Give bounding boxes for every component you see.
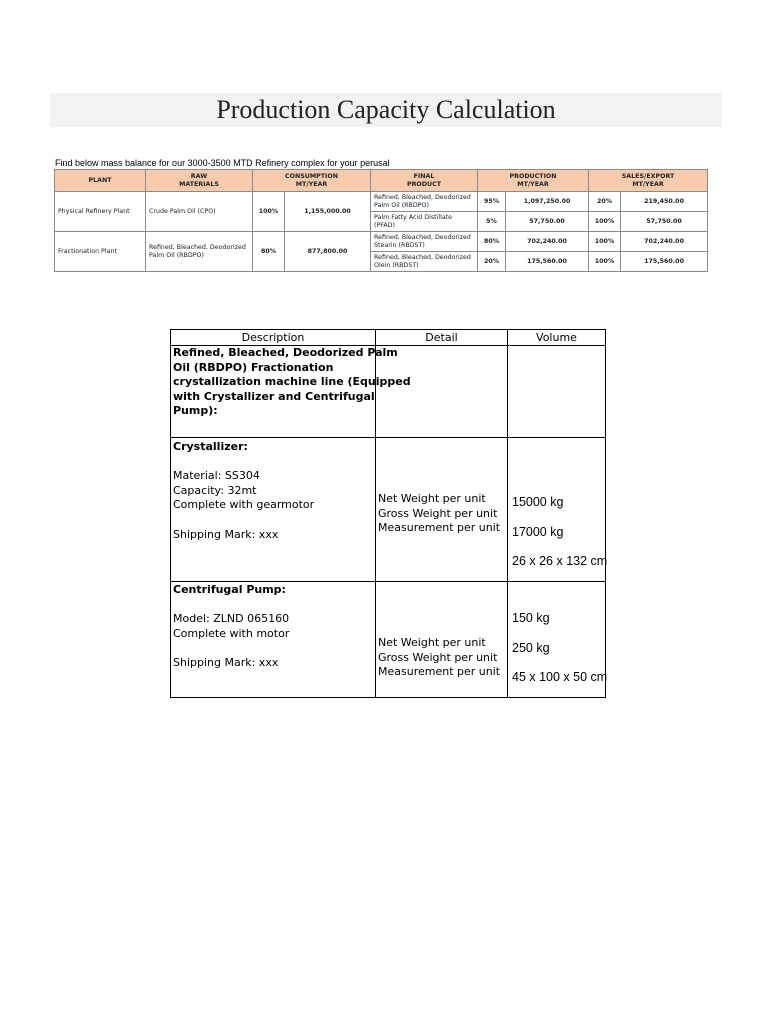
volume-cell xyxy=(508,582,606,698)
item-heading: Crystallizer: xyxy=(173,440,248,453)
plant-cell: Physical Refinery Plant xyxy=(55,192,146,232)
material-text: Material: SS304 xyxy=(173,469,260,483)
detail-cell xyxy=(376,582,508,698)
description-line: Refined, Bleached, Deodorized Palm xyxy=(173,346,398,359)
raw-material-cell: Refined, Bleached, Deodorized Palm Oil (RBDPO) xyxy=(146,232,253,272)
spec-header-row xyxy=(171,330,606,346)
header-production: PRODUCTION MT/YEAR xyxy=(478,170,589,192)
capacity-text: Capacity: 32mt xyxy=(173,483,257,497)
header-description: Description xyxy=(171,330,376,346)
production-qty-cell: 57,750.00 xyxy=(506,212,589,232)
detail-cell xyxy=(376,438,508,582)
mass-balance-table xyxy=(54,169,708,272)
complete-text: Complete with gearmotor xyxy=(173,498,315,512)
sales-qty-cell: 219,450.00 xyxy=(621,192,708,212)
gross-weight-label: Gross Weight per unit xyxy=(378,506,498,520)
volume-cell xyxy=(508,346,606,438)
measurement-label: Measurement per unit xyxy=(378,665,501,679)
net-weight-value: 150 kg xyxy=(512,611,550,625)
header-sales-export: SALES/EXPORT MT/YEAR xyxy=(589,170,708,192)
final-product-cell: Refined, Bleached, Deodorized Stearin (RBDST) xyxy=(371,232,478,252)
gross-weight-label: Gross Weight per unit xyxy=(378,650,498,664)
sales-pct-cell: 100% xyxy=(589,212,621,232)
consumption-pct-cell: 100% xyxy=(253,192,285,232)
plant-cell: Fractionation Plant xyxy=(55,232,146,272)
production-qty-cell: 702,240.00 xyxy=(506,232,589,252)
page-title: Production Capacity Calculation xyxy=(216,95,556,124)
production-pct-cell: 20% xyxy=(478,252,506,272)
production-qty-cell: 1,097,250.00 xyxy=(506,192,589,212)
header-final-product: FINAL PRODUCT xyxy=(371,170,478,192)
sales-qty-cell: 702,240.00 xyxy=(621,232,708,252)
net-weight-label: Net Weight per unit xyxy=(378,492,486,505)
description-line: Pump): xyxy=(173,404,218,418)
gross-weight-value: 250 kg xyxy=(512,640,550,655)
measurement-value: 26 x 26 x 132 cm xyxy=(512,554,608,568)
sales-pct-cell: 100% xyxy=(589,232,621,252)
consumption-qty-cell: 1,155,000.00 xyxy=(285,192,371,232)
description-line: with Crystallizer and Centrifugal xyxy=(173,389,375,403)
raw-material-cell: Crude Palm Oil (CPO) xyxy=(146,192,253,232)
measurement-value: 45 x 100 x 50 cm xyxy=(512,670,608,684)
table-row xyxy=(171,346,606,438)
gross-weight-value: 17000 kg xyxy=(512,524,564,539)
final-product-cell: Refined, Bleached, Deodorized Olein (RBDST) xyxy=(371,252,478,272)
table-row xyxy=(171,438,606,582)
net-weight-value: 15000 kg xyxy=(512,495,564,509)
volume-cell xyxy=(508,438,606,582)
complete-text: Complete with motor xyxy=(173,626,290,640)
sales-qty-cell: 175,560.00 xyxy=(621,252,708,272)
table-row xyxy=(55,192,708,212)
shipping-mark-text: Shipping Mark: xxx xyxy=(173,655,279,669)
final-product-cell: Palm Fatty Acid Distillate (PFAD) xyxy=(371,212,478,232)
sales-qty-cell: 57,750.00 xyxy=(621,212,708,232)
model-text: Model: ZLND 065160 xyxy=(173,612,290,626)
measurement-label: Measurement per unit xyxy=(378,521,501,535)
mass-balance-header-row xyxy=(55,170,708,192)
header-plant: PLANT xyxy=(55,170,146,192)
header-raw-materials: RAW MATERIALS xyxy=(146,170,253,192)
description-cell xyxy=(171,582,376,698)
production-pct-cell: 5% xyxy=(478,212,506,232)
production-qty-cell: 175,560.00 xyxy=(506,252,589,272)
shipping-mark-text: Shipping Mark: xxx xyxy=(173,527,279,541)
intro-text: Find below mass balance for our 3000-3500 MTD Refinery complex for your perusal xyxy=(55,158,390,168)
consumption-qty-cell: 877,800.00 xyxy=(285,232,371,272)
consumption-pct-cell: 80% xyxy=(253,232,285,272)
item-heading: Centrifugal Pump: xyxy=(173,583,286,596)
final-product-cell: Refined, Bleached, Deodorized Palm Oil (RBDPO) xyxy=(371,192,478,212)
sales-pct-cell: 100% xyxy=(589,252,621,272)
description-cell xyxy=(171,346,411,438)
table-row xyxy=(171,582,606,698)
description-line: crystallization machine line (Equipped xyxy=(173,375,411,389)
header-detail: Detail xyxy=(376,330,508,346)
description-cell xyxy=(171,438,376,582)
table-row xyxy=(55,232,708,252)
production-pct-cell: 80% xyxy=(478,232,506,252)
header-volume: Volume xyxy=(508,330,606,346)
header-consumption: CONSUMPTION MT/YEAR xyxy=(253,170,371,192)
net-weight-label: Net Weight per unit xyxy=(378,636,486,649)
detail-cell xyxy=(376,346,508,438)
sales-pct-cell: 20% xyxy=(589,192,621,212)
equipment-spec-table xyxy=(170,329,606,698)
production-pct-cell: 95% xyxy=(478,192,506,212)
description-line: Oil (RBDPO) Fractionation xyxy=(173,360,334,374)
title-band xyxy=(50,93,722,127)
